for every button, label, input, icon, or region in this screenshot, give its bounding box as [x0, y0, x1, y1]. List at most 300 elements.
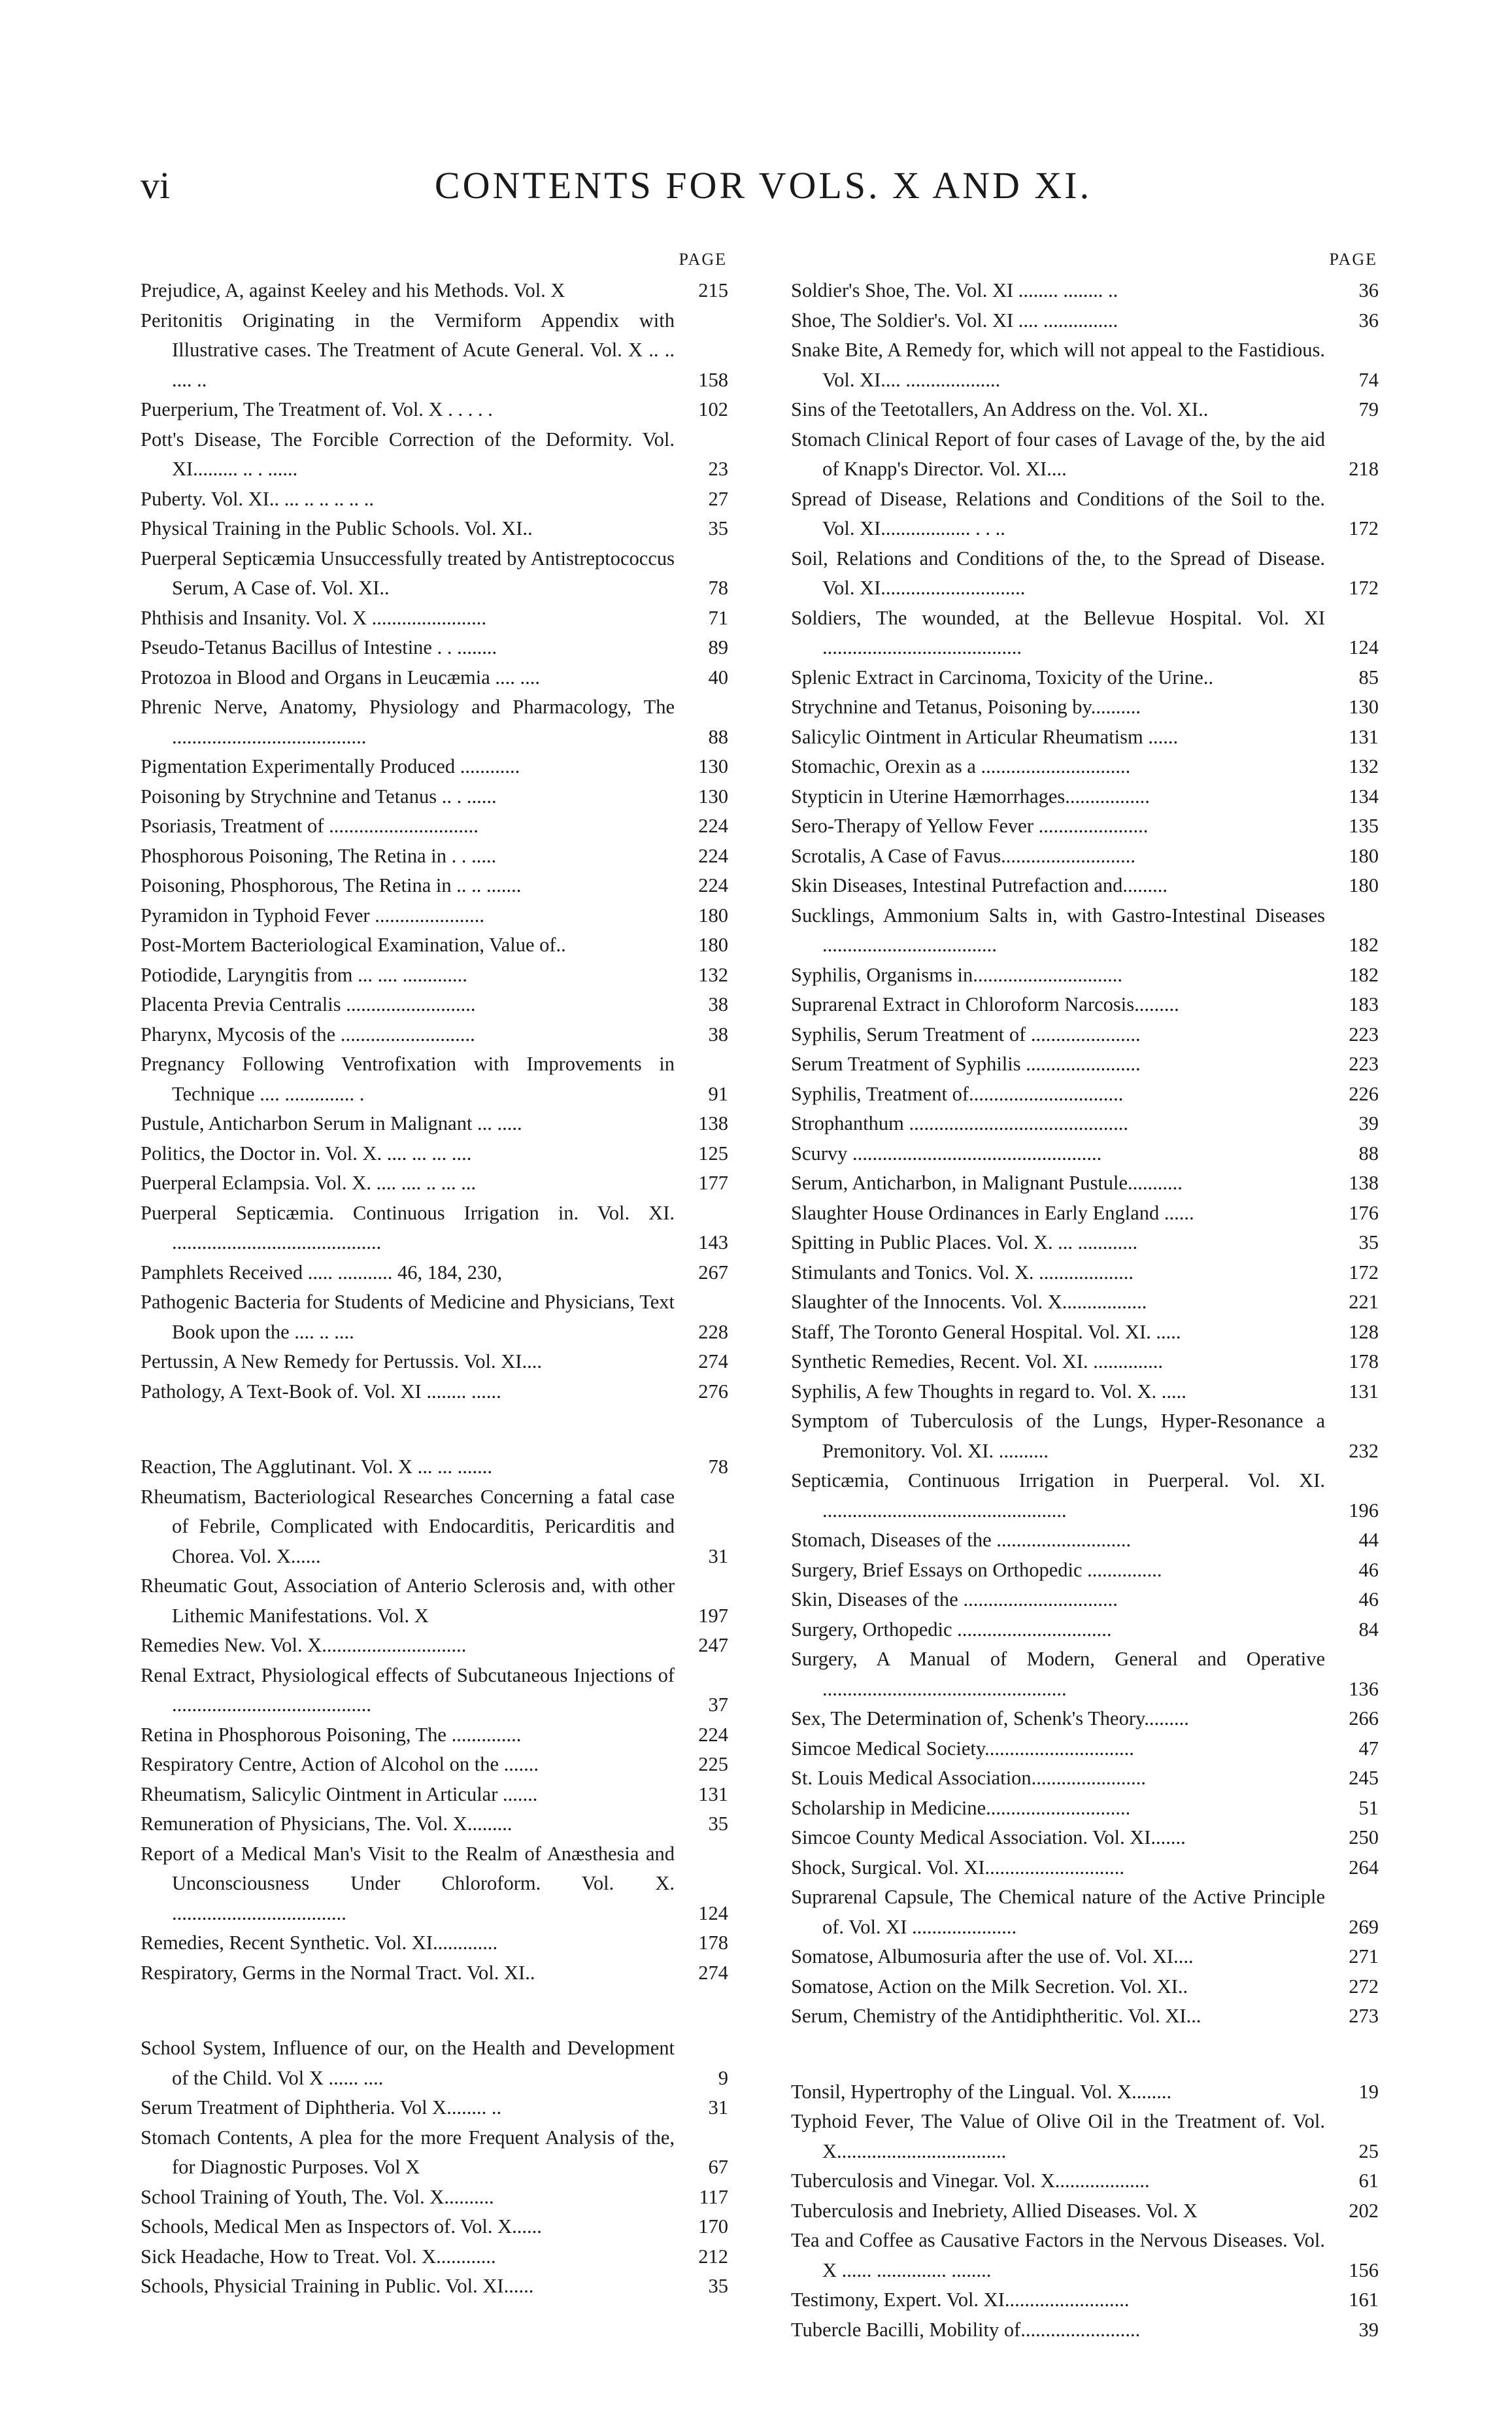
entry-page-number: 125 [698, 1142, 728, 1165]
index-entry [141, 1661, 732, 1720]
index-entry [141, 2093, 732, 2123]
index-entry [141, 2123, 732, 2183]
index-entry [791, 306, 1383, 336]
entry-page-number: 224 [698, 815, 728, 837]
index-entry [141, 2242, 732, 2272]
entry-text: Phthisis and Insanity. Vol. X ....................... [141, 606, 486, 629]
entry-text: Scurvy .................................................. [791, 1142, 1102, 1165]
index-entry [791, 335, 1383, 395]
index-entry [791, 1318, 1383, 1348]
index-entry [141, 782, 732, 812]
entry-page-number: 197 [698, 1604, 728, 1627]
index-entry [791, 1853, 1383, 1883]
index-entry [141, 1287, 732, 1347]
index-entry [141, 1928, 732, 1958]
index-entry [141, 1750, 732, 1780]
index-entry [791, 901, 1383, 961]
entry-text: Syphilis, Serum Treatment of ...................... [791, 1023, 1141, 1046]
entry-page-number: 182 [1349, 963, 1379, 986]
entry-page-number: 228 [698, 1320, 728, 1343]
entry-page-number: 128 [1349, 1320, 1379, 1343]
entry-page-number: 124 [1349, 636, 1379, 658]
entry-text: Septicæmia, Continuous Irrigation in Puerperal. Vol. XI. ................................................. [791, 1469, 1325, 1522]
entry-text: Reaction, The Agglutinant. Vol. X ... ... ....... [141, 1456, 492, 1478]
entry-page-number: 132 [698, 963, 728, 986]
entry-text: Pott's Disease, The Forcible Correction of the Deformity. Vol. XI......... .. . ...... [141, 428, 675, 480]
entry-page-number: 131 [1349, 1380, 1379, 1403]
index-entry [791, 1972, 1383, 2002]
entry-page-number: 143 [698, 1231, 728, 1253]
index-entry [141, 1020, 732, 1050]
index-entry [141, 1631, 732, 1661]
entry-text: Symptom of Tuberculosis of the Lungs, Hyper-Resonance a Premonitory. Vol. XI. .......... [791, 1410, 1325, 1462]
index-entry [141, 811, 732, 842]
index-entry [141, 1958, 732, 1988]
entry-text: Somatose, Albumosuria after the use of. Vol. XI.... [791, 1945, 1194, 1967]
entry-page-number: 180 [1349, 844, 1379, 867]
group-separator [141, 1988, 732, 2034]
entry-text: Peritonitis Originating in the Vermiform Appendix with Illustrative cases. The Treatment of Acute General. Vol. X .. .. .... .. [141, 309, 675, 391]
index-entry [791, 2107, 1383, 2166]
index-entry [791, 1199, 1383, 1229]
entry-text: Potiodide, Laryngitis from ... .... ............. [141, 963, 467, 986]
index-entry [791, 2001, 1383, 2032]
index-entry [791, 961, 1383, 991]
entry-text: Skin, Diseases of the ............................... [791, 1588, 1118, 1610]
entry-page-number: 130 [698, 755, 728, 777]
group-separator [141, 1406, 732, 1452]
entry-text: Puerperal Eclampsia. Vol. X. .... .... .. ... ... [141, 1172, 477, 1194]
entry-text: Retina in Phosphorous Poisoning, The .............. [141, 1723, 522, 1746]
entry-text: Stomach Clinical Report of four cases of Lavage of the, by the aid of Knapp's Director. Vol. XI.... [791, 428, 1325, 480]
entry-text: Simcoe County Medical Association. Vol. XI....... [791, 1826, 1186, 1848]
entry-page-number: 135 [1349, 815, 1379, 837]
entry-text: Respiratory Centre, Action of Alcohol on the ....... [141, 1753, 539, 1775]
index-entry [791, 692, 1383, 723]
entry-page-number: 176 [1349, 1201, 1379, 1224]
index-entry [141, 395, 732, 425]
index-entry [791, 1049, 1383, 1080]
entry-text: Scrotalis, A Case of Favus........................... [791, 844, 1135, 867]
entry-page-number: 19 [1358, 2080, 1379, 2103]
index-entry [791, 604, 1383, 663]
entry-page-number: 35 [708, 1813, 728, 1835]
entry-text: School Training of Youth, The. Vol. X.......... [141, 2185, 494, 2208]
entry-text: Phosphorous Poisoning, The Retina in . . ..... [141, 844, 497, 867]
page-header [141, 163, 1386, 222]
entry-text: Tuberculosis and Vinegar. Vol. X................... [791, 2170, 1150, 2192]
entry-page-number: 273 [1349, 2005, 1379, 2027]
index-entry [141, 2212, 732, 2242]
entry-page-number: 89 [708, 636, 728, 658]
index-entry [141, 1168, 732, 1199]
entry-page-number: 180 [698, 934, 728, 956]
entry-page-number: 224 [698, 874, 728, 896]
entry-page-number: 47 [1358, 1737, 1379, 1760]
index-entry [141, 425, 732, 485]
entry-text: Puerperal Septicæmia. Continuous Irrigation in. Vol. XI. .......................................... [141, 1201, 675, 1253]
entry-page-number: 178 [698, 1932, 728, 1954]
right-column [791, 243, 1383, 2345]
index-entry [791, 990, 1383, 1020]
index-entry [791, 1942, 1383, 1972]
entry-text: Splenic Extract in Carcinoma, Toxicity of the Urine.. [791, 666, 1214, 689]
entry-page-number: 71 [708, 606, 728, 629]
entry-text: Slaughter of the Innocents. Vol. X................. [791, 1291, 1147, 1313]
index-entry [141, 901, 732, 931]
entry-page-number: 183 [1349, 993, 1379, 1015]
index-entry [791, 1525, 1383, 1556]
index-entry [791, 1168, 1383, 1199]
entry-text: Soldiers, The wounded, at the Bellevue Hospital. Vol. XI ........................................ [791, 606, 1325, 658]
entry-text: Suprarenal Extract in Chloroform Narcosis......... [791, 993, 1179, 1015]
entry-text: Rheumatism, Bacteriological Researches Concerning a fatal case of Febrile, Complicated with Endocarditis, Pericarditis and Chorea. Vol. X...... [141, 1485, 675, 1567]
index-entries [141, 276, 732, 2302]
entry-page-number: 35 [708, 517, 728, 539]
entry-text: Stomach Contents, A plea for the more Frequent Analysis of the, for Diagnostic Purposes. Vol X [141, 2126, 675, 2178]
index-entry [791, 811, 1383, 842]
entry-page-number: 232 [1349, 1439, 1379, 1462]
entry-text: Stimulants and Tonics. Vol. X. ................... [791, 1261, 1134, 1284]
entry-text: Surgery, Brief Essays on Orthopedic ............... [791, 1558, 1162, 1581]
index-entry [791, 723, 1383, 753]
entry-text: Stomachic, Orexin as a .............................. [791, 755, 1131, 777]
entry-page-number: 31 [708, 1544, 728, 1567]
entry-text: Remuneration of Physicians, The. Vol. X......... [141, 1813, 512, 1835]
entry-text: Puerperal Septicæmia Unsuccessfully treated by Antistreptococcus Serum, A Case of. Vol. XI.. [141, 547, 675, 599]
entry-text: St. Louis Medical Association....................... [791, 1767, 1147, 1789]
entry-text: Syphilis, A few Thoughts in regard to. Vol. X. ..... [791, 1380, 1186, 1403]
index-entry [791, 782, 1383, 812]
index-entry [791, 1406, 1383, 1466]
index-entry [791, 1228, 1383, 1258]
index-entry [141, 1377, 732, 1407]
entry-page-number: 272 [1349, 1975, 1379, 1998]
index-entry [791, 2315, 1383, 2345]
left-column [141, 243, 732, 2302]
entry-page-number: 225 [698, 1753, 728, 1775]
entry-text: Surgery, Orthopedic ............................... [791, 1618, 1112, 1641]
entry-text: Placenta Previa Centralis .......................... [141, 993, 476, 1015]
entry-text: Serum Treatment of Syphilis ....................... [791, 1053, 1141, 1075]
index-entry [791, 544, 1383, 604]
index-entry [791, 1347, 1383, 1377]
index-entry [791, 1377, 1383, 1407]
entry-page-number: 37 [708, 1694, 728, 1716]
entry-page-number: 130 [698, 785, 728, 808]
entry-text: Shock, Surgical. Vol. XI............................ [791, 1856, 1125, 1879]
entry-text: Testimony, Expert. Vol. XI......................... [791, 2289, 1130, 2311]
entry-text: Serum Treatment of Diphtheria. Vol X........ .. [141, 2096, 502, 2119]
index-entry [141, 1347, 732, 1377]
index-entry [791, 2226, 1383, 2285]
entry-text: Staff, The Toronto General Hospital. Vol. XI. ..... [791, 1320, 1181, 1343]
entry-page-number: 46 [1358, 1588, 1379, 1610]
index-entry [791, 1258, 1383, 1288]
index-entry [141, 1258, 732, 1288]
entry-page-number: 74 [1358, 368, 1379, 391]
entry-page-number: 266 [1349, 1707, 1379, 1729]
entry-text: Sero-Therapy of Yellow Fever ...................... [791, 815, 1149, 837]
entry-text: Skin Diseases, Intestinal Putrefaction and......... [791, 874, 1168, 896]
index-entry [141, 990, 732, 1020]
index-entry [141, 306, 732, 396]
entry-page-number: 158 [698, 368, 728, 391]
entry-page-number: 180 [698, 904, 728, 927]
index-entry [141, 2272, 732, 2302]
entry-page-number: 264 [1349, 1856, 1379, 1879]
index-entry [791, 1466, 1383, 1525]
entry-text: Spitting in Public Places. Vol. X. ... ............ [791, 1231, 1138, 1253]
entry-page-number: 40 [708, 666, 728, 689]
index-entry [141, 1571, 732, 1631]
entry-page-number: 136 [1349, 1677, 1379, 1700]
entry-text: Stomach, Diseases of the ........................... [791, 1529, 1132, 1551]
page-column-label: PAGE [679, 250, 727, 269]
entry-text: Strophanthum ............................................ [791, 1112, 1128, 1134]
entry-page-number: 23 [708, 458, 728, 480]
entry-text: Pyramidon in Typhoid Fever ...................... [141, 904, 484, 927]
entry-page-number: 202 [1349, 2199, 1379, 2222]
entry-page-number: 212 [698, 2245, 728, 2268]
entry-page-number: 250 [1349, 1826, 1379, 1848]
index-entry [141, 961, 732, 991]
entry-page-number: 38 [708, 1023, 728, 1046]
entry-page-number: 79 [1358, 398, 1379, 420]
index-entry [791, 2166, 1383, 2196]
index-entry [141, 1780, 732, 1810]
entry-text: Puberty. Vol. XI.. ... .. .. .. .. .. [141, 487, 374, 510]
entry-page-number: 131 [1349, 725, 1379, 748]
entry-page-number: 67 [708, 2156, 728, 2178]
index-entry [791, 1585, 1383, 1615]
entry-page-number: 274 [698, 1350, 728, 1372]
entry-text: Poisoning, Phosphorous, The Retina in .. .. ....... [141, 874, 522, 896]
entry-page-number: 177 [698, 1172, 728, 1194]
entry-text: Soil, Relations and Conditions of the, to the Spread of Disease. Vol. XI............................. [791, 547, 1325, 599]
index-entry [791, 663, 1383, 693]
entry-page-number: 274 [698, 1961, 728, 1984]
entry-page-number: 25 [1358, 2139, 1379, 2162]
entry-text: Remedies New. Vol. X............................. [141, 1634, 467, 1656]
index-entries [791, 276, 1383, 2345]
entry-page-number: 269 [1349, 1915, 1379, 1938]
index-entry [791, 1644, 1383, 1704]
entry-page-number: 156 [1349, 2258, 1379, 2281]
index-entry [141, 1809, 732, 1839]
entry-page-number: 134 [1349, 785, 1379, 808]
index-entry [141, 633, 732, 663]
index-entry [141, 1482, 732, 1572]
entry-text: Poisoning by Strychnine and Tetanus .. . ...... [141, 785, 497, 808]
index-entry [791, 1109, 1383, 1139]
entry-text: Pseudo-Tetanus Bacillus of Intestine . . ........ [141, 636, 497, 658]
entry-text: Puerperium, The Treatment of. Vol. X . . . . . [141, 398, 493, 420]
index-entry [141, 485, 732, 515]
entry-page-number: 218 [1349, 458, 1379, 480]
index-entry [141, 1452, 732, 1482]
entry-text: Sucklings, Ammonium Salts in, with Gastro-Intestinal Diseases ................................... [791, 904, 1325, 956]
entry-text: Spread of Disease, Relations and Conditions of the Soil to the. Vol. XI.................. . . .. [791, 487, 1325, 539]
entry-page-number: 132 [1349, 755, 1379, 777]
entry-page-number: 178 [1349, 1350, 1379, 1372]
entry-page-number: 247 [698, 1634, 728, 1656]
entry-text: Synthetic Remedies, Recent. Vol. XI. .............. [791, 1350, 1163, 1372]
index-entry [791, 1020, 1383, 1050]
index-entry [141, 1720, 732, 1750]
entry-page-number: 46 [1358, 1558, 1379, 1581]
entry-text: Simcoe Medical Society.............................. [791, 1737, 1134, 1760]
entry-page-number: 84 [1358, 1618, 1379, 1641]
index-entry [141, 514, 732, 544]
index-entry [791, 1794, 1383, 1824]
entry-page-number: 27 [708, 487, 728, 510]
entry-page-number: 267 [698, 1261, 728, 1284]
entry-page-number: 88 [708, 725, 728, 748]
index-entry [791, 425, 1383, 485]
entry-page-number: 124 [698, 1901, 728, 1924]
entry-text: Syphilis, Organisms in.............................. [791, 963, 1122, 986]
entry-text: Respiratory, Germs in the Normal Tract. Vol. XI.. [141, 1961, 535, 1984]
entry-text: Tuberculosis and Inebriety, Allied Diseases. Vol. X [791, 2199, 1198, 2222]
index-entry [791, 2285, 1383, 2315]
index-entry [791, 1704, 1383, 1734]
entry-text: Sick Headache, How to Treat. Vol. X............ [141, 2245, 496, 2268]
entry-page-number: 224 [698, 844, 728, 867]
index-entry [791, 842, 1383, 872]
entry-page-number: 138 [698, 1112, 728, 1134]
entry-page-number: 85 [1358, 666, 1379, 689]
entry-text: Report of a Medical Man's Visit to the Realm of Anæsthesia and Unconsciousness Under Chloroform. Vol. X. ................................... [141, 1842, 675, 1924]
index-entry [791, 871, 1383, 901]
index-entry [141, 752, 732, 782]
entry-text: Politics, the Doctor in. Vol. X. .... ... ... .... [141, 1142, 472, 1165]
entry-text: Remedies, Recent Synthetic. Vol. XI............. [141, 1932, 498, 1954]
entry-text: Schools, Physicial Training in Public. Vol. XI...... [141, 2275, 534, 2297]
index-entry [791, 1615, 1383, 1645]
entry-text: School System, Influence of our, on the Health and Development of the Child. Vol X ...... .... [141, 2037, 675, 2089]
entry-page-number: 245 [1349, 1767, 1379, 1789]
entry-page-number: 102 [698, 398, 728, 420]
index-entry [791, 752, 1383, 782]
entry-page-number: 35 [1358, 1231, 1379, 1253]
entry-text: Shoe, The Soldier's. Vol. XI .... ............... [791, 309, 1118, 332]
index-entry [791, 1080, 1383, 1110]
entry-text: Renal Extract, Physiological effects of Subcutaneous Injections of ........................................ [141, 1663, 675, 1716]
entry-page-number: 44 [1358, 1529, 1379, 1551]
index-entry [791, 2077, 1383, 2107]
entry-page-number: 172 [1349, 517, 1379, 539]
index-entry [141, 1199, 732, 1258]
entry-page-number: 9 [718, 2066, 728, 2089]
entry-page-number: 38 [708, 993, 728, 1015]
entry-page-number: 130 [1349, 696, 1379, 718]
index-entry [791, 1763, 1383, 1794]
index-entry [141, 604, 732, 634]
entry-page-number: 131 [698, 1782, 728, 1805]
index-entry [791, 1734, 1383, 1764]
index-entry [141, 1049, 732, 1109]
entry-page-number: 221 [1349, 1291, 1379, 1313]
entry-page-number: 224 [698, 1723, 728, 1746]
index-entry [141, 692, 732, 752]
entry-page-number: 215 [698, 279, 728, 301]
entry-text: Somatose, Action on the Milk Secretion. Vol. XI.. [791, 1975, 1188, 1998]
entry-text: Typhoid Fever, The Value of Olive Oil in the Treatment of. Vol. X.................................. [791, 2110, 1325, 2162]
index-entry [791, 1139, 1383, 1169]
entry-text: Strychnine and Tetanus, Poisoning by.......... [791, 696, 1141, 718]
index-entry [791, 485, 1383, 544]
entry-page-number: 180 [1349, 874, 1379, 896]
index-entry [141, 1839, 732, 1929]
entry-text: Scholarship in Medicine............................. [791, 1796, 1131, 1819]
entry-text: Soldier's Shoe, The. Vol. XI ........ ........ .. [791, 279, 1118, 301]
index-entry [791, 395, 1383, 425]
entry-text: Pathology, A Text-Book of. Vol. XI ........ ...... [141, 1380, 501, 1403]
index-entry [791, 1287, 1383, 1318]
index-entry [141, 2034, 732, 2093]
entry-text: Stypticin in Uterine Hæmorrhages................. [791, 785, 1150, 808]
index-entry [141, 842, 732, 872]
entry-text: Syphilis, Treatment of............................... [791, 1082, 1124, 1105]
entry-page-number: 226 [1349, 1082, 1379, 1105]
entry-text: Schools, Medical Men as Inspectors of. Vol. X...... [141, 2215, 542, 2238]
entry-text: Phrenic Nerve, Anatomy, Physiology and Pharmacology, The ....................................... [141, 696, 675, 748]
entry-page-number: 36 [1358, 309, 1379, 332]
index-entry [791, 1823, 1383, 1853]
entry-page-number: 223 [1349, 1023, 1379, 1046]
entry-text: Pertussin, A New Remedy for Pertussis. Vol. XI.... [141, 1350, 542, 1372]
index-entry [141, 1109, 732, 1139]
entry-page-number: 161 [1349, 2289, 1379, 2311]
entry-text: Sex, The Determination of, Schenk's Theory......... [791, 1707, 1189, 1729]
index-entry [141, 544, 732, 604]
entry-text: Snake Bite, A Remedy for, which will not appeal to the Fastidious. Vol. XI.... ................... [791, 339, 1325, 391]
entry-text: Psoriasis, Treatment of .............................. [141, 815, 479, 837]
entry-text: Serum, Chemistry of the Antidiphtheritic. Vol. XI... [791, 2005, 1201, 2027]
index-entry [791, 2196, 1383, 2226]
entry-text: Pustule, Anticharbon Serum in Malignant ... ..... [141, 1112, 522, 1134]
entry-page-number: 271 [1349, 1945, 1379, 1967]
index-entry [141, 930, 732, 961]
entry-text: Slaughter House Ordinances in Early England ...... [791, 1201, 1194, 1224]
entry-page-number: 182 [1349, 934, 1379, 956]
entry-page-number: 117 [699, 2185, 728, 2208]
entry-text: Rheumatism, Salicylic Ointment in Articular ....... [141, 1782, 538, 1805]
entry-text: Pathogenic Bacteria for Students of Medicine and Physicians, Text Book upon the .... .. .... [141, 1291, 675, 1343]
group-separator [791, 2032, 1383, 2077]
entry-text: Pharynx, Mycosis of the ........................... [141, 1023, 475, 1046]
index-entry [791, 1882, 1383, 1942]
entry-text: Tea and Coffee as Causative Factors in the Nervous Diseases. Vol. X ...... .............. ........ [791, 2229, 1325, 2281]
entry-page-number: 172 [1349, 577, 1379, 599]
entry-page-number: 91 [708, 1082, 728, 1105]
entry-page-number: 39 [1358, 1112, 1379, 1134]
entry-page-number: 88 [1358, 1142, 1379, 1165]
entry-page-number: 138 [1349, 1172, 1379, 1194]
entry-text: Pregnancy Following Ventrofixation with Improvements in Technique .... .............. . [141, 1053, 675, 1105]
entry-text: Suprarenal Capsule, The Chemical nature of the Active Principle of. Vol. XI ..................... [791, 1886, 1325, 1938]
entry-page-number: 36 [1358, 279, 1379, 301]
entry-page-number: 51 [1358, 1796, 1379, 1819]
entry-text: Prejudice, A, against Keeley and his Methods. Vol. X [141, 279, 565, 301]
index-entry [791, 1556, 1383, 1586]
entry-page-number: 61 [1358, 2170, 1379, 2192]
index-entry [141, 276, 732, 306]
entry-text: Surgery, A Manual of Modern, General and Operative ................................................. [791, 1648, 1325, 1700]
page-column-label: PAGE [1329, 250, 1377, 269]
index-entry [141, 663, 732, 693]
